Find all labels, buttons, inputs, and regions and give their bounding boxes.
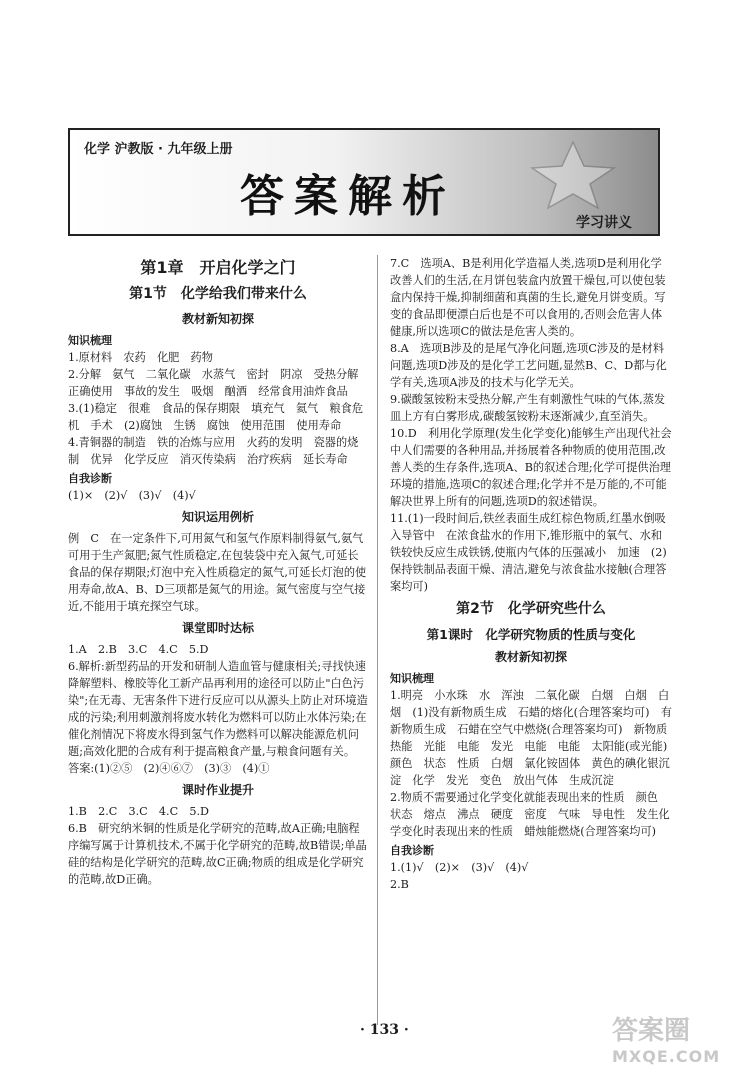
section-heading: 第2节 化学研究些什么 xyxy=(456,601,606,617)
answer-item: 1.原材料 农药 化肥 药物 xyxy=(68,351,213,364)
subsection-heading: 教材新知初探 xyxy=(494,650,567,664)
section-tag: 学习讲义 xyxy=(576,215,632,231)
answer-item: 4.青铜器的制造 铁的冶炼与应用 火药的发明 瓷器的烧制 优异 化学反应 消灭传染病 治疗疾病 延长寿命 xyxy=(68,436,359,466)
label-self-check: 自我诊断 xyxy=(390,844,434,857)
label-self-check: 自我诊断 xyxy=(68,472,112,485)
answer-item: 1.B 2.C 3.C 4.C 5.D xyxy=(68,805,209,818)
subsection-heading: 知识运用例析 xyxy=(181,510,254,524)
book-subtitle: 化学 沪教版 · 九年级上册 xyxy=(84,142,233,157)
watermark-url: MXQE.COM xyxy=(612,1047,721,1066)
star-decoration-icon xyxy=(528,140,618,210)
subsection-heading: 教材新知初探 xyxy=(181,312,254,326)
answer-item: 8.A 选项B涉及的是尾气净化问题,选项C涉及的是材料问题,选项D涉及的是化学工艺问题,显然B、C、D都与化学有关,选项A涉及的技术与化学无关。 xyxy=(390,342,667,389)
header-banner xyxy=(68,128,660,236)
chapter-heading: 第1章 开启化学之门 xyxy=(140,258,296,277)
answer-item: 2.分解 氨气 二氧化碳 水蒸气 密封 阴凉 受热分解 正确使用 事故的发生 吸烟 酗酒 经常食用油炸食品 xyxy=(68,368,370,398)
watermark-logo xyxy=(612,1010,732,1072)
subsection-heading: 课堂即时达标 xyxy=(181,621,254,635)
answer-item: 3.(1)稳定 很难 食品的保存期限 填充气 氦气 粮食危机 手术 (2)腐蚀 生锈 腐蚀 使用范围 使用寿命 xyxy=(68,402,364,432)
column-divider xyxy=(377,255,378,1025)
lesson-heading: 第1课时 化学研究物质的性质与变化 xyxy=(426,627,636,642)
right-column xyxy=(390,255,679,893)
answer-item: 9.碳酸氢铵粉末受热分解,产生有刺激性气味的气体,蒸发皿上方有白雾形成,碳酸氢铵粉末逐渐减少,直至消失。 xyxy=(390,393,666,423)
answer-item: 6.解析:新型药品的开发和研制人造血管与健康相关;寻找快速降解塑料、橡胶等化工新产品再利用的途径可以防止"白色污染";在无毒、无害条件下进行反应可以从源头上防止对环境造成的污染;利用刺激剂将废水转化为燃料可以防止水体污染;在催化剂情况下将废水得到氢气作为燃料可以解决能源危机问题;高效化肥的合成有利于提高粮食产量,与粮食问题有关。 xyxy=(68,660,368,758)
watermark-text: 答案圈 xyxy=(612,1016,691,1046)
page-number: · 133 · xyxy=(360,1022,409,1038)
answer-item: 答案:(1)②⑤ (2)④⑥⑦ (3)③ (4)① xyxy=(68,762,270,775)
answer-item: 7.C 选项A、B是利用化学造福人类,选项D是利用化学改善人们的生活,在月饼包装盒内放置干燥包,可以使包装盒内保持干燥,抑制细菌和真菌的生长,避免月饼变质。写变的食品即便漂白后也是不可以食用的,否则会危害人体健康,所以选项C的做法是危害人类的。 xyxy=(390,257,666,338)
page-title: 答案解析 xyxy=(240,171,456,222)
subsection-heading: 课时作业提升 xyxy=(181,783,254,797)
answer-item: 2.B xyxy=(390,878,409,891)
answer-item: (1)× (2)√ (3)√ (4)√ xyxy=(68,489,196,502)
answer-item: 6.B 研究纳米铜的性质是化学研究的范畴,故A正确;电脑程序编写属于计算机技术,不属于化学研究的范畴,故B错误;单晶硅的结构是化学研究的范畴,故C正确;物质的组成是化学研究的范畴,故D正确。 xyxy=(68,822,367,886)
example-answer: 例 C 在一定条件下,可用氮气和氢气作原料制得氨气,氨气可用于生产氮肥;氮气性质稳定,在包装袋中充入氮气,可延长食品的保存期限;灯泡中充入性质稳定的氮气,可延长灯泡的使用寿命,故A、B、D三项都是氮气的用途。氮气密度与空气接近,不能用于填充探空气球。 xyxy=(68,532,367,613)
answer-item: 10.D 利用化学原理(发生化学变化)能够生产出现代社会中人们需要的各种用品,并扬展着各种物质的使用范围,改善人类的生存条件,选项A、B的叙述合理;化学可提供治理环境的措施,选项C的叙述合理;化学并不是万能的,不可能解决世界上所有的问题,选项D的叙述错误。 xyxy=(390,427,672,508)
answer-item: 1.明亮 小水珠 水 浑浊 二氧化碳 白烟 白烟 白烟 (1)没有新物质生成 石蜡的熔化(合理答案均可) 有新物质生成 石蜡在空气中燃烧(合理答案均可) 新物质 热能 光能 电能 发光 电能 电能 太阳能(或光能) 颜色 状态 性质 白烟 氯化铵固体 黄色的碘化银沉淀 化学 发光 变色 放出气体 生成沉淀 xyxy=(390,689,679,787)
left-column xyxy=(68,255,368,888)
section-heading: 第1节 化学给我们带来什么 xyxy=(129,286,307,302)
answer-item: 11.(1)一段时间后,铁丝表面生成红棕色物质,红墨水倒吸入导管中 在浓食盐水的作用下,锥形瓶中的氧气、水和铁较快反应生成铁锈,使瓶内气体的压强减小 加速 (2)保持铁制品表面干燥、清洁,避免与浓食盐水接触(合理答案均可) xyxy=(390,512,667,593)
answer-item: 1.A 2.B 3.C 4.C 5.D xyxy=(68,643,209,656)
answer-item: 2.物质不需要通过化学变化就能表现出来的性质 颜色 状态 熔点 沸点 硬度 密度 气味 导电性 发生化学变化时表现出来的性质 蜡烛能燃烧(合理答案均可) xyxy=(390,791,670,838)
label-knowledge: 知识梳理 xyxy=(68,334,112,347)
answer-item: 1.(1)√ (2)× (3)√ (4)√ xyxy=(390,861,529,874)
label-knowledge: 知识梳理 xyxy=(390,672,434,685)
